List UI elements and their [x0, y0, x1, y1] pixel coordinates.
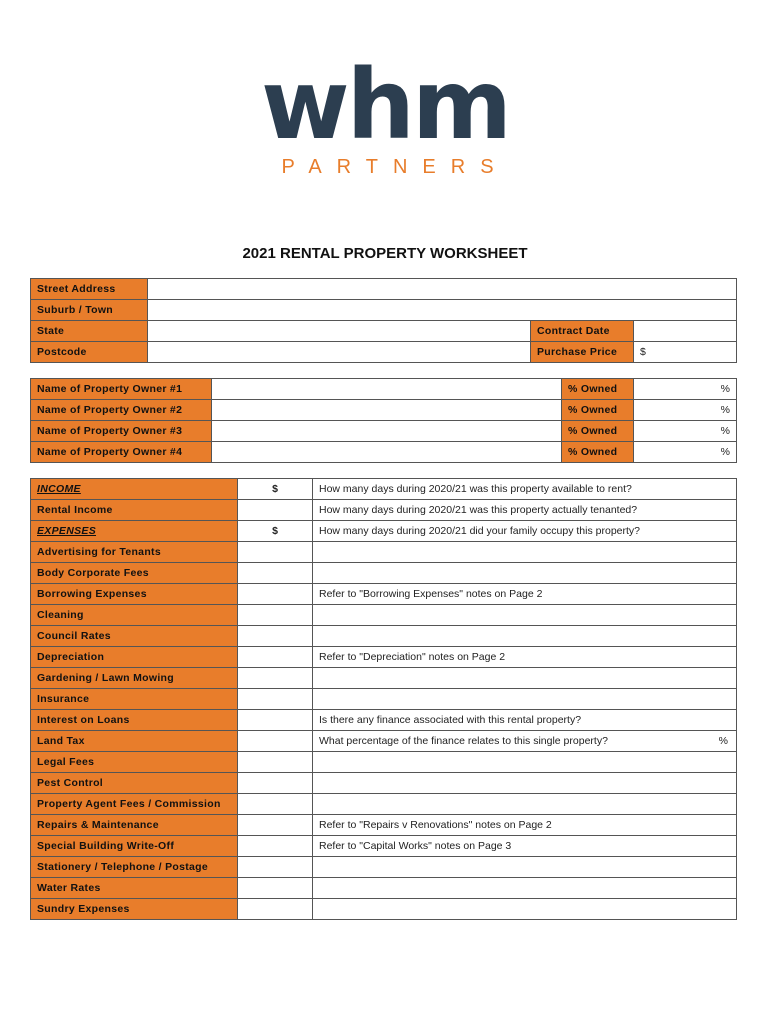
table-row: [31, 321, 737, 342]
expense-row: [31, 836, 737, 857]
expense-label: Borrowing Expenses: [31, 584, 238, 605]
expense-label: Repairs & Maintenance: [31, 815, 238, 836]
expense-note: [313, 794, 737, 815]
expense-note: [313, 878, 737, 899]
expense-label: Insurance: [31, 689, 238, 710]
expense-label: Legal Fees: [31, 752, 238, 773]
owner-2-owned-label: % Owned: [562, 400, 634, 421]
contract-date-field[interactable]: [634, 321, 737, 342]
expense-row: [31, 710, 737, 731]
expense-label: Cleaning: [31, 605, 238, 626]
table-row: [31, 421, 737, 442]
purchase-price-label: Purchase Price: [531, 342, 634, 363]
expense-row: [31, 626, 737, 647]
expense-note: [313, 689, 737, 710]
owner-1-label: Name of Property Owner #1: [31, 379, 212, 400]
expenses-heading: EXPENSES: [31, 521, 238, 542]
state-label: State: [31, 321, 148, 342]
expense-row: [31, 731, 737, 752]
expense-note: [313, 605, 737, 626]
owner-1-name-field[interactable]: [212, 379, 562, 400]
postcode-label: Postcode: [31, 342, 148, 363]
expense-note: [313, 563, 737, 584]
expense-note: [313, 710, 737, 731]
expense-amount-field[interactable]: [238, 647, 313, 668]
expense-note: [313, 773, 737, 794]
expense-row: [31, 563, 737, 584]
table-row: [31, 442, 737, 463]
expense-label: Body Corporate Fees: [31, 563, 238, 584]
expense-note: [313, 626, 737, 647]
expense-amount-field[interactable]: [238, 815, 313, 836]
expense-row: [31, 773, 737, 794]
expense-note: [313, 857, 737, 878]
expense-label: Gardening / Lawn Mowing: [31, 668, 238, 689]
rental-income-label: Rental Income: [31, 500, 238, 521]
owner-4-owned-label: % Owned: [562, 442, 634, 463]
expense-amount-field[interactable]: [238, 584, 313, 605]
owner-3-label: Name of Property Owner #3: [31, 421, 212, 442]
expense-note: [313, 752, 737, 773]
expense-amount-field[interactable]: [238, 836, 313, 857]
owner-1-owned-label: % Owned: [562, 379, 634, 400]
table-row: [31, 500, 737, 521]
expense-row: [31, 542, 737, 563]
days-tenanted-question: How many days during 2020/21 was this property actually tenanted?: [313, 500, 737, 521]
expense-note-text: Refer to "Repairs v Renovations" notes on Page 2: [319, 819, 552, 831]
expense-label: Pest Control: [31, 773, 238, 794]
expense-note-text: Is there any finance associated with this rental property?: [319, 714, 582, 726]
income-heading: INCOME: [31, 479, 238, 500]
purchase-price-field[interactable]: [634, 342, 737, 363]
expense-amount-field[interactable]: [238, 626, 313, 647]
suburb-town-label: Suburb / Town: [31, 300, 148, 321]
expense-amount-field[interactable]: [238, 773, 313, 794]
property-details-table: [30, 278, 737, 363]
expense-amount-field[interactable]: [238, 563, 313, 584]
expense-note: [313, 836, 737, 857]
expense-row: [31, 794, 737, 815]
table-row: [31, 400, 737, 421]
table-row: [31, 279, 737, 300]
expense-note: [313, 668, 737, 689]
currency-symbol: $: [640, 346, 646, 358]
expenses-currency: $: [238, 521, 313, 542]
expense-row: [31, 899, 737, 920]
state-field[interactable]: [148, 321, 531, 342]
table-row: [31, 479, 737, 500]
owner-3-percent-field[interactable]: %: [634, 421, 737, 442]
owner-4-label: Name of Property Owner #4: [31, 442, 212, 463]
expense-row: [31, 815, 737, 836]
expense-amount-field[interactable]: [238, 710, 313, 731]
table-row: [31, 342, 737, 363]
expense-note: [313, 899, 737, 920]
expense-note: [313, 815, 737, 836]
expense-note-text: Refer to "Capital Works" notes on Page 3: [319, 840, 512, 852]
expense-amount-field[interactable]: [238, 878, 313, 899]
days-available-question: How many days during 2020/21 was this property available to rent?: [313, 479, 737, 500]
owners-table: [30, 378, 737, 463]
expense-row: [31, 584, 737, 605]
expense-label: Water Rates: [31, 878, 238, 899]
expense-note-text: Refer to "Depreciation" notes on Page 2: [319, 651, 506, 663]
expense-amount-field[interactable]: [238, 542, 313, 563]
company-logo: [0, 49, 770, 179]
expense-label: Depreciation: [31, 647, 238, 668]
expense-row: [31, 605, 737, 626]
owner-2-name-field[interactable]: [212, 400, 562, 421]
expense-row: [31, 857, 737, 878]
expense-amount-field[interactable]: [238, 668, 313, 689]
expense-row: [31, 878, 737, 899]
expense-note: [313, 647, 737, 668]
expense-row: [31, 752, 737, 773]
page-title: 2021 RENTAL PROPERTY WORKSHEET: [242, 245, 528, 262]
expense-note: [313, 584, 737, 605]
expense-label: Stationery / Telephone / Postage: [31, 857, 238, 878]
logo-wordmark: whm: [260, 49, 510, 161]
expense-row: [31, 668, 737, 689]
owner-4-percent-field[interactable]: %: [634, 442, 737, 463]
expense-amount-field[interactable]: [238, 731, 313, 752]
street-address-field[interactable]: [148, 279, 737, 300]
logo-subtitle: PARTNERS: [281, 156, 509, 178]
expense-amount-field[interactable]: [238, 899, 313, 920]
owner-2-percent-field[interactable]: %: [634, 400, 737, 421]
expense-label: Property Agent Fees / Commission: [31, 794, 238, 815]
table-row: [31, 521, 737, 542]
owner-4-name-field[interactable]: [212, 442, 562, 463]
expense-label: Interest on Loans: [31, 710, 238, 731]
table-row: [31, 379, 737, 400]
expense-label: Special Building Write-Off: [31, 836, 238, 857]
expense-label: Land Tax: [31, 731, 238, 752]
expense-amount-field[interactable]: [238, 605, 313, 626]
owner-3-owned-label: % Owned: [562, 421, 634, 442]
expense-note: [313, 542, 737, 563]
expense-amount-field[interactable]: [238, 857, 313, 878]
expense-row: [31, 689, 737, 710]
owner-1-percent-field[interactable]: %: [634, 379, 737, 400]
expense-label: Council Rates: [31, 626, 238, 647]
expense-amount-field[interactable]: [238, 752, 313, 773]
suburb-town-field[interactable]: [148, 300, 737, 321]
expense-amount-field[interactable]: [238, 794, 313, 815]
owner-2-label: Name of Property Owner #2: [31, 400, 212, 421]
rental-income-field[interactable]: [238, 500, 313, 521]
owner-3-name-field[interactable]: [212, 421, 562, 442]
income-expenses-table: [30, 478, 737, 920]
percent-suffix: %: [718, 735, 728, 747]
expense-label: Sundry Expenses: [31, 899, 238, 920]
income-currency: $: [238, 479, 313, 500]
expense-note-text: What percentage of the finance relates to this single property?: [319, 735, 608, 747]
expense-note-text: Refer to "Borrowing Expenses" notes on Page 2: [319, 588, 543, 600]
postcode-field[interactable]: [148, 342, 531, 363]
street-address-label: Street Address: [31, 279, 148, 300]
expense-amount-field[interactable]: [238, 689, 313, 710]
expense-note: [313, 731, 737, 752]
expense-label: Advertising for Tenants: [31, 542, 238, 563]
family-occupied-question: How many days during 2020/21 did your family occupy this property?: [313, 521, 737, 542]
contract-date-label: Contract Date: [531, 321, 634, 342]
expense-row: [31, 647, 737, 668]
table-row: [31, 300, 737, 321]
